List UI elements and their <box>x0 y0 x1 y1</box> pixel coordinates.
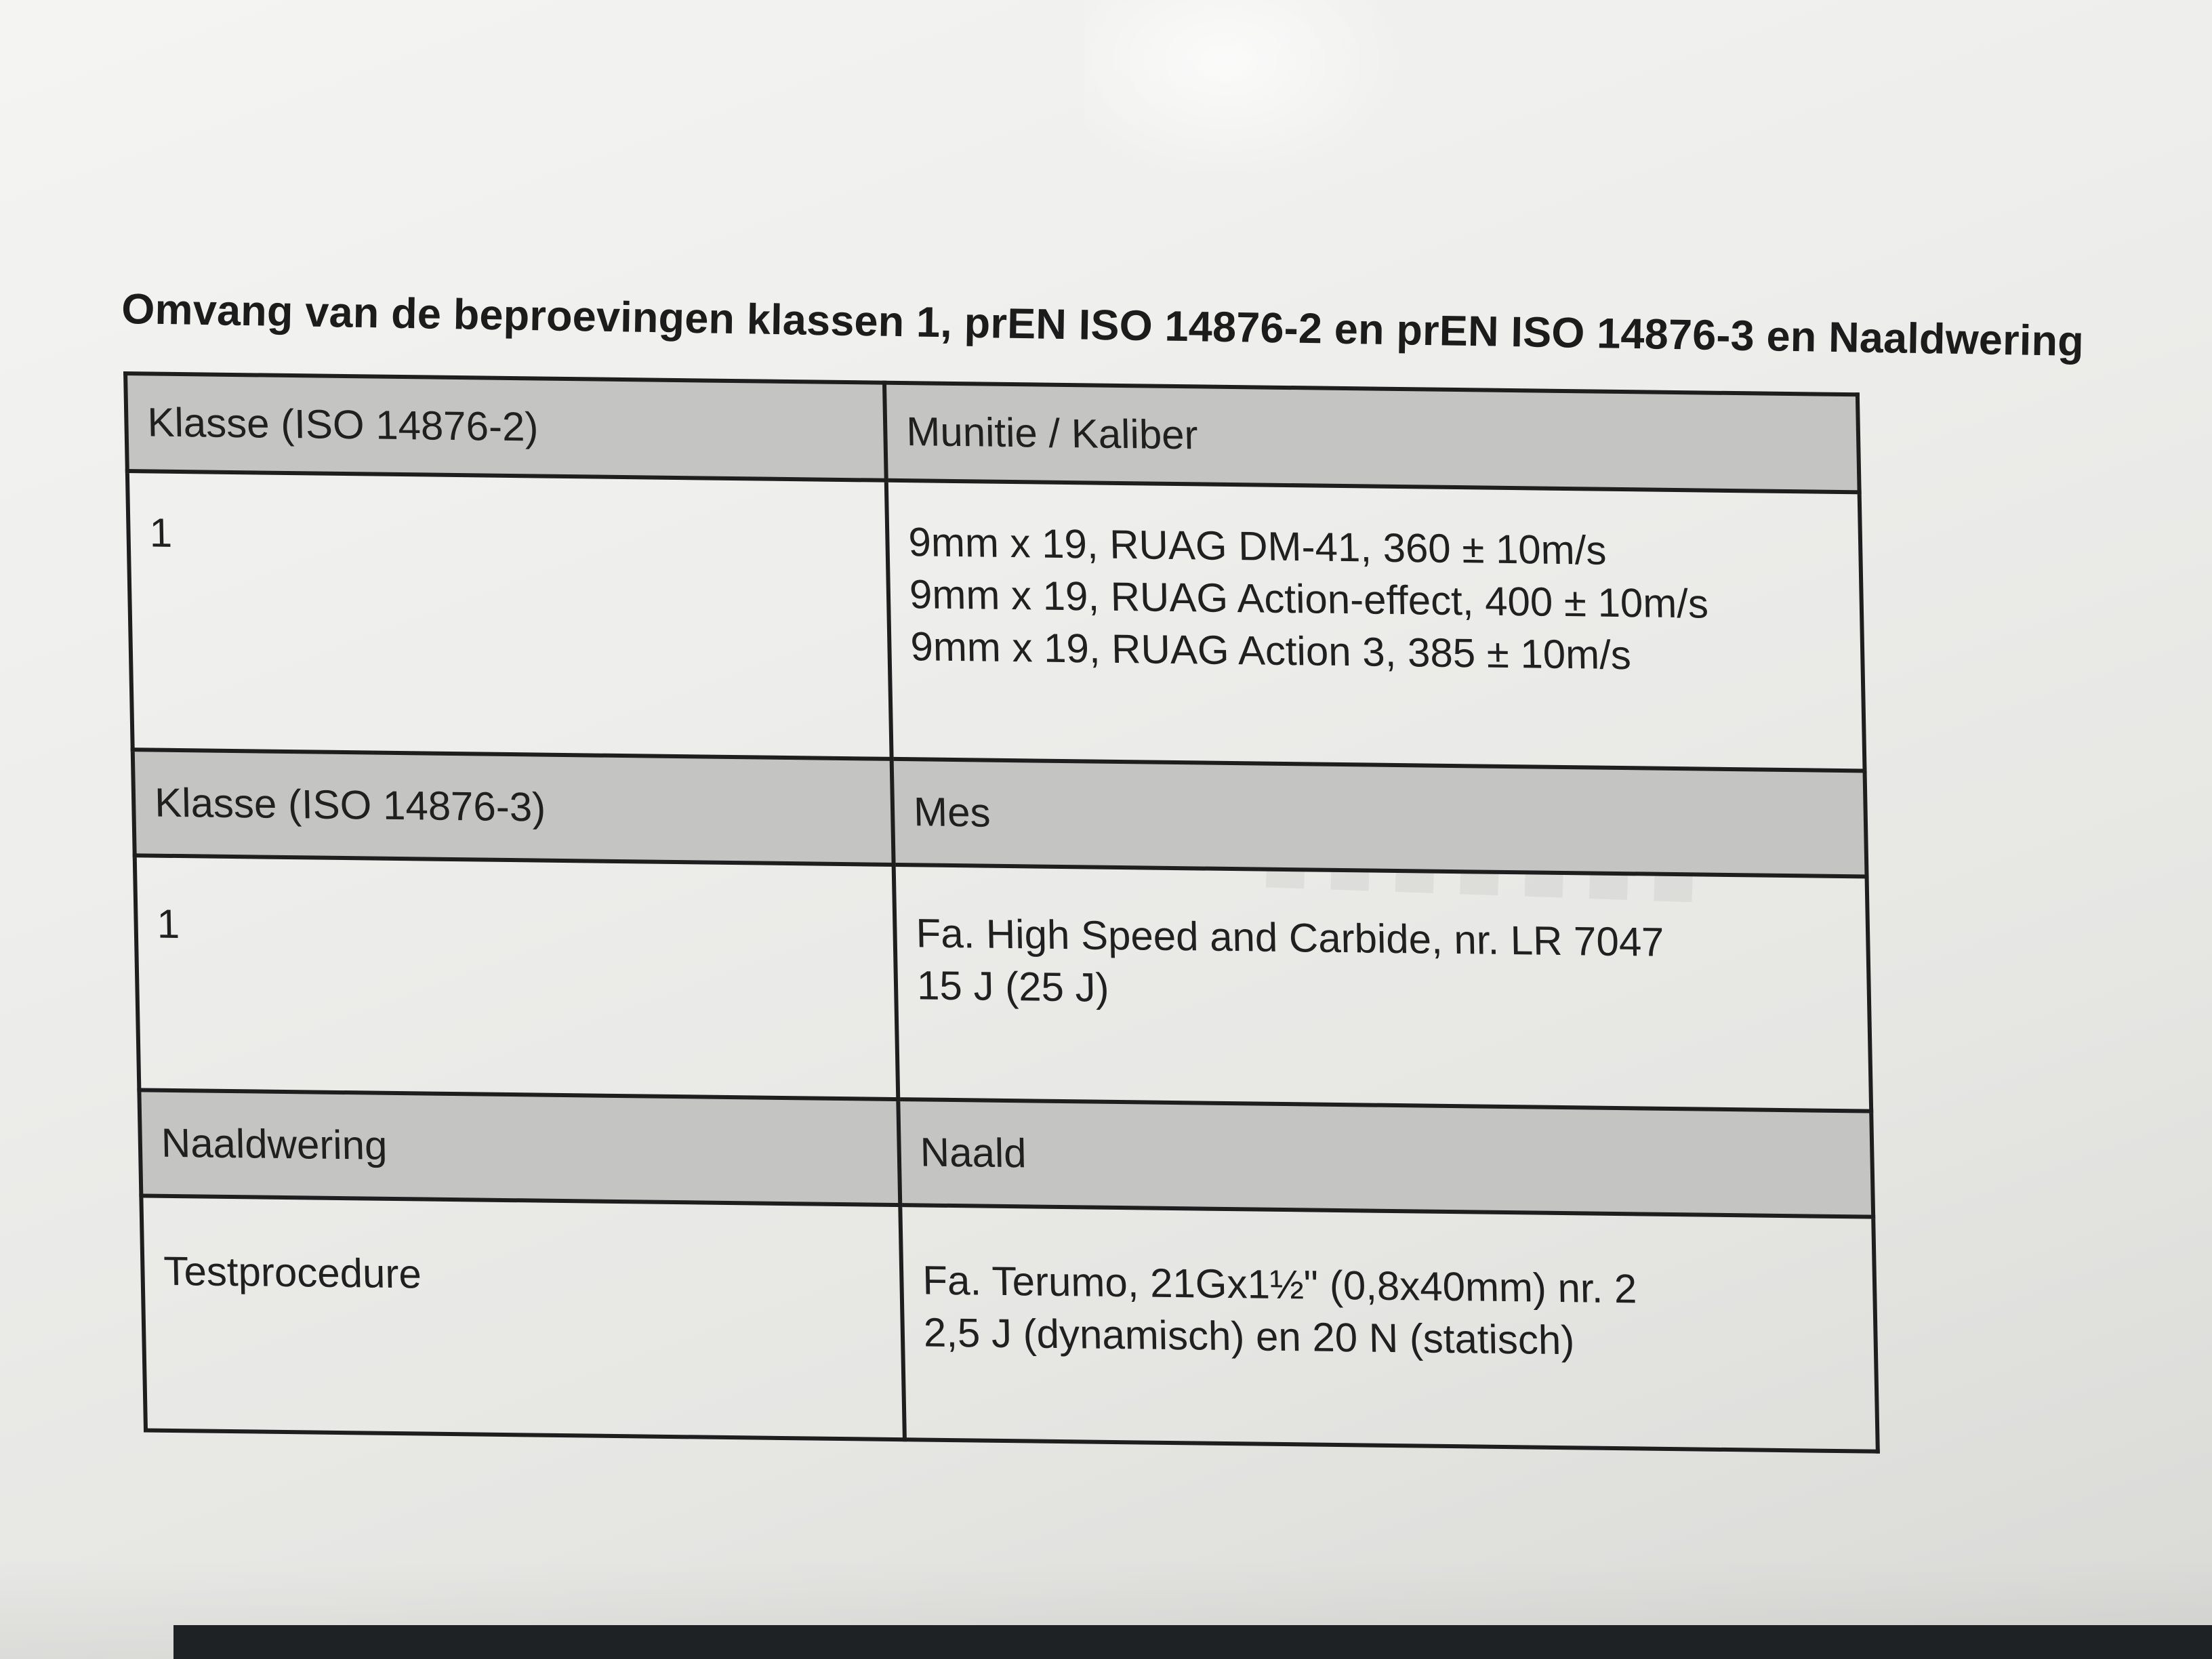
header-cell-needle-resistance: Naaldwering <box>139 1090 900 1205</box>
header-cell-knife: Mes <box>892 759 1867 877</box>
header-cell-needle: Naald <box>898 1099 1873 1217</box>
table-header-row <box>133 750 1867 876</box>
knife-cell <box>894 865 1872 1111</box>
procedure-cell: Testprocedure <box>141 1195 905 1439</box>
ammunition-cell <box>886 480 1865 771</box>
needle-cell <box>900 1205 1878 1452</box>
test-scope-table <box>123 371 1880 1454</box>
ammunition-line: 9mm x 19, RUAG Action 3, 385 ± 10m/s <box>909 623 1632 678</box>
document-title: Omvang van de beproevingen klassen 1, prEN ISO 14876-2 en prEN ISO 14876-3 en Naaldwering <box>121 285 2085 366</box>
class-value-cell: 1 <box>135 855 899 1099</box>
knife-line: Fa. High Speed and Carbide, nr. LR 7047 <box>915 910 1665 965</box>
header-cell-ammunition: Munitie / Kaliber <box>884 383 1860 493</box>
table-row <box>127 471 1865 771</box>
table-row <box>141 1195 1877 1451</box>
class-value-cell: 1 <box>127 471 892 759</box>
paper-crease <box>1084 0 1437 203</box>
bottom-dark-bar <box>173 1625 2212 1659</box>
ammunition-line: 9mm x 19, RUAG Action-effect, 400 ± 10m/s <box>909 571 1709 627</box>
needle-line: 2,5 J (dynamisch) en 20 N (statisch) <box>923 1309 1575 1364</box>
header-cell-class-iso-3: Klasse (ISO 14876-3) <box>133 750 894 865</box>
table-header-row <box>139 1090 1873 1216</box>
ammunition-line: 9mm x 19, RUAG DM-41, 360 ± 10m/s <box>907 519 1607 573</box>
needle-line: Fa. Terumo, 21Gx1½" (0,8x40mm) nr. 2 <box>922 1257 1637 1312</box>
table-row <box>135 855 1871 1111</box>
knife-line: 15 J (25 J) <box>916 962 1110 1010</box>
header-cell-class-iso-2: Klasse (ISO 14876-2) <box>125 373 886 480</box>
